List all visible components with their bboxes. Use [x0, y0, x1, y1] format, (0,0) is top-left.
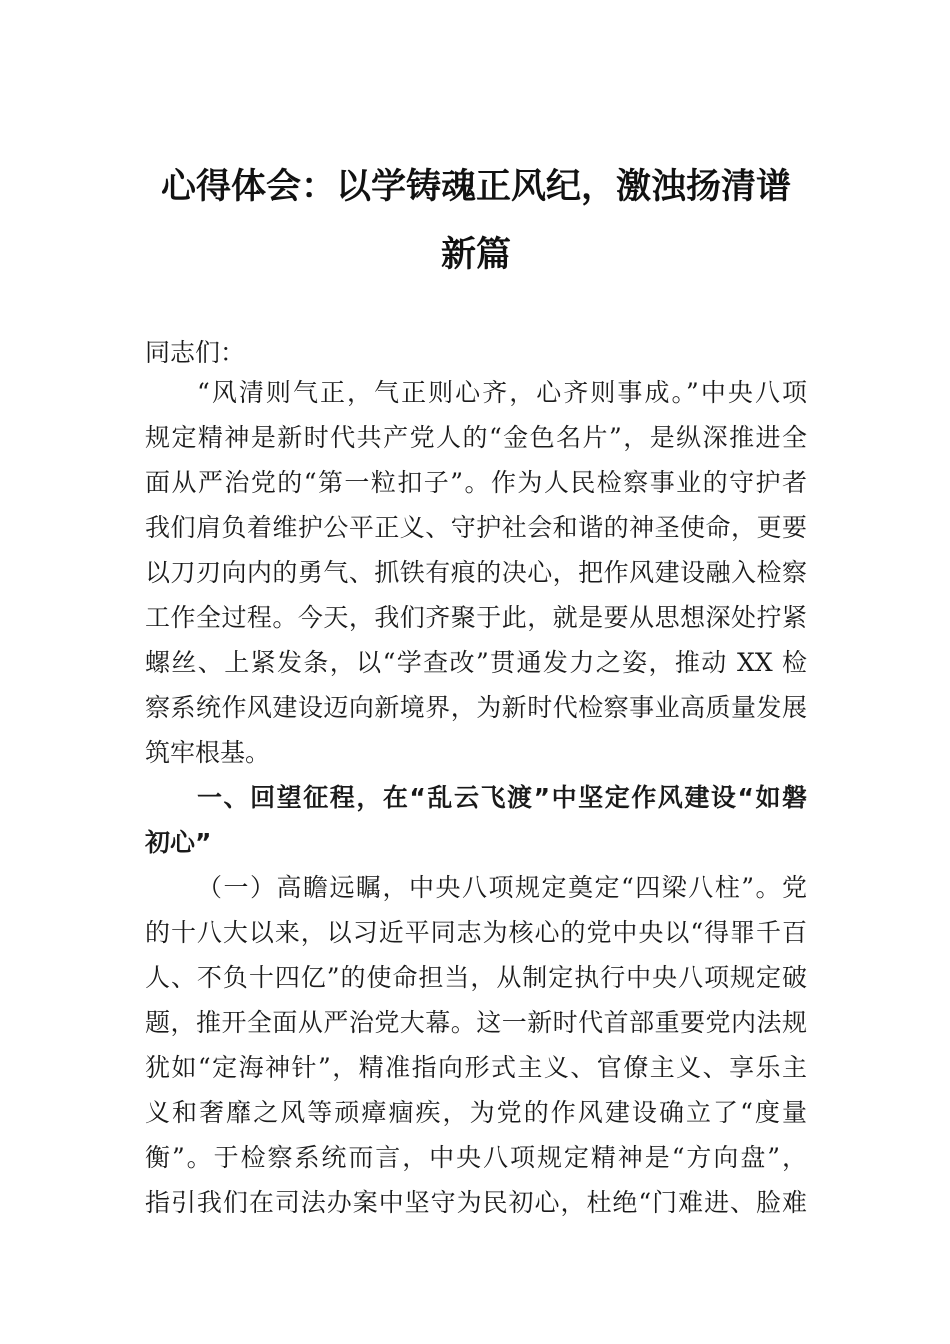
- paragraph-1-line: 筑牢根基。: [145, 738, 271, 767]
- paragraph-2-line: 的十八大以来，以习近平同志为核心的党中央以“得罪千百: [145, 918, 807, 947]
- paragraph-1-line: 规定精神是新时代共产党人的“金色名片”，是纵深推进全: [145, 423, 807, 452]
- paragraph-2-line: 指引我们在司法办案中坚守为民初心，杜绝“门难进、脸难: [145, 1188, 807, 1217]
- paragraph-2-line: 义和奢靡之风等顽瘴痼疾，为党的作风建设确立了“度量: [145, 1098, 807, 1127]
- paragraph-1-line: 察系统作风建设迈向新境界，为新时代检察事业高质量发展: [145, 693, 807, 722]
- section-heading-1-line: 初心”: [145, 828, 212, 857]
- paragraph-2-line: 衡”。于检察系统而言，中央八项规定精神是“方向盘”，: [145, 1143, 807, 1172]
- paragraph-1-line: 我们肩负着维护公平正义、守护社会和谐的神圣使命，更要: [145, 513, 807, 542]
- section-heading-1-line: 一、回望征程，在“乱云飞渡”中坚定作风建设“如磐: [197, 783, 807, 812]
- paragraph-2-line: 题，推开全面从严治党大幕。这一新时代首部重要党内法规: [145, 1008, 807, 1037]
- paragraph-1-line: 工作全过程。今天，我们齐聚于此，就是要从思想深处拧紧: [145, 603, 807, 632]
- paragraph-1-line: “风清则气正，气正则心齐，心齐则事成。”中央八项: [197, 378, 807, 407]
- paragraph-1-line: 以刀刃向内的勇气、抓铁有痕的决心，把作风建设融入检察: [145, 558, 807, 587]
- paragraph-2-line: （一）高瞻远瞩，中央八项规定奠定“四梁八柱”。党: [197, 873, 807, 902]
- paragraph-2-line: 犹如“定海神针”，精准指向形式主义、官僚主义、享乐主: [145, 1053, 807, 1082]
- paragraph-1-line: 面从严治党的“第一粒扣子”。作为人民检察事业的守护者: [145, 468, 807, 497]
- paragraph-2-line: 人、不负十四亿”的使命担当，从制定执行中央八项规定破: [145, 963, 807, 992]
- paragraph-1-line: 螺丝、上紧发条，以“学查改”贯通发力之姿，推动 XX 检: [145, 648, 807, 677]
- document-title-line-1: 心得体会：以学铸魂正风纪，激浊扬清谱: [160, 167, 791, 207]
- salutation: 同志们：: [145, 338, 246, 367]
- document-title-line-2: 新篇: [440, 235, 511, 275]
